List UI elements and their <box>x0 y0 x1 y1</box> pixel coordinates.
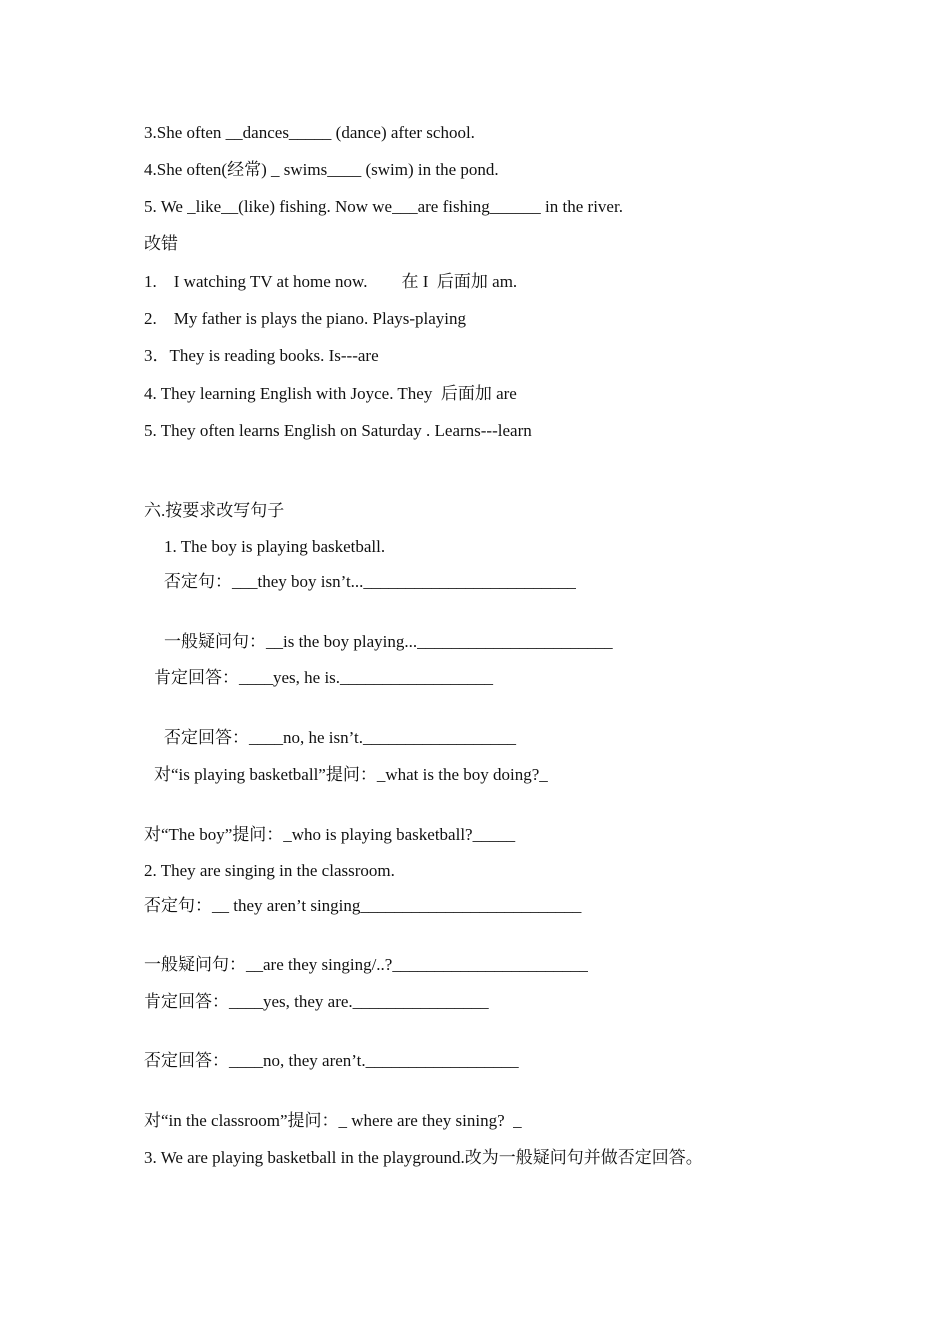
correction-item-1: 1. I watching TV at home now. 在 I 后面加 am. <box>144 272 518 291</box>
rewrite-q1-ask-subject: 对“The boy”提问：_who is playing basketball?_____ <box>144 825 516 844</box>
rewrite-q2-negative: 否定句：__ they aren’t singing__________________________ <box>144 896 582 915</box>
correction-heading: 改错 <box>144 234 178 253</box>
correction-item-4: 4. They learning English with Joyce. They 后面加 are <box>144 384 517 403</box>
rewrite-q1-negative: 否定句：___they boy isn’t..._________________________ <box>164 572 576 591</box>
fill-blank-item-4: 4.She often(经常) _ swims____ (swim) in the pond. <box>144 160 499 179</box>
rewrite-q3-sentence: 3. We are playing basketball in the playground.改为一般疑问句并做否定回答。 <box>144 1148 703 1167</box>
rewrite-q2-question: 一般疑问句：__are they singing/..?_______________________ <box>144 955 588 974</box>
rewrite-q1-sentence: 1. The boy is playing basketball. <box>164 537 386 556</box>
rewrite-q2-ask-place: 对“in the classroom”提问：_ where are they sining? _ <box>144 1111 522 1130</box>
rewrite-q1-question: 一般疑问句：__is the boy playing..._______________________ <box>164 632 613 651</box>
rewrite-q1-ask-action: 对“is playing basketball”提问：_what is the boy doing?_ <box>154 765 548 784</box>
correction-item-3: 3．They is reading books. Is---are <box>144 346 379 365</box>
correction-item-2: 2. My father is plays the piano. Plays-playing <box>144 309 467 328</box>
rewrite-heading: 六.按要求改写句子 <box>144 501 285 520</box>
rewrite-q1-yes-answer: 肯定回答：____yes, he is.__________________ <box>154 668 494 687</box>
correction-item-5: 5. They often learns English on Saturday . Learns---learn <box>144 421 532 440</box>
rewrite-q2-sentence: 2. They are singing in the classroom. <box>144 861 395 880</box>
rewrite-q2-yes-answer: 肯定回答：____yes, they are.________________ <box>144 992 489 1011</box>
rewrite-q1-no-answer: 否定回答：____no, he isn’t.__________________ <box>164 728 516 747</box>
fill-blank-item-5: 5. We _like__(like) fishing. Now we___are fishing______ in the river. <box>144 197 623 216</box>
fill-blank-item-3: 3.She often __dances_____ (dance) after school. <box>144 123 475 142</box>
rewrite-q2-no-answer: 否定回答：____no, they aren’t.__________________ <box>144 1051 519 1070</box>
